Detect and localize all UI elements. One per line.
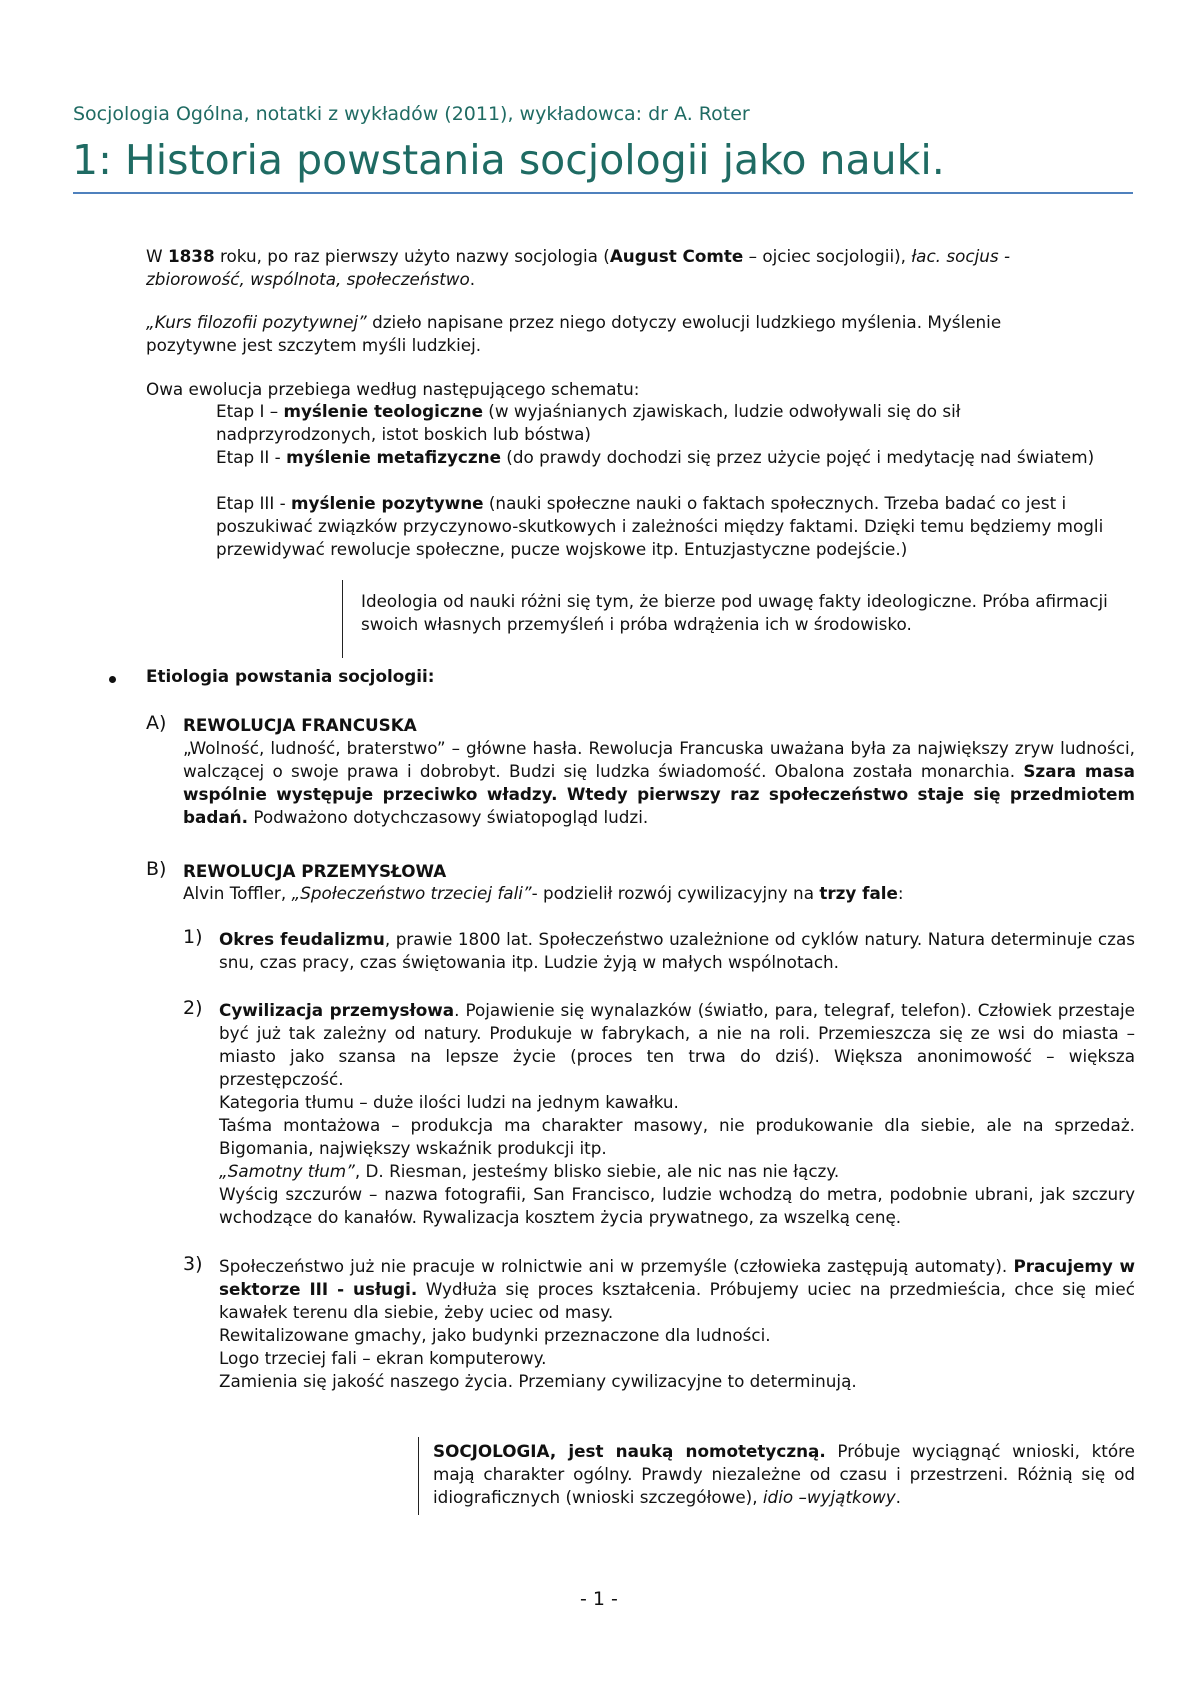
wave-marker-3: 3) [183,1253,203,1275]
wave-2-text: Cywilizacja przemysłowa. Pojawienie się wynalazków (światło, para, telegraf, telefon). Człowiek przestaje być już tak zależny od natury. Produkuje w fabrykach, a nie na roli. Przemieszcza się ze wsi do miasta – miasto jako szansa na lepsze życie (proces ten trwa do dziś). Większa anonimowość – większa przestępczość. Kategoria tłumu – duże ilości ludzi na jednym kawałku. Taśma montażowa – produkcja ma charakter masowy, nie produkowanie dla siebie, ale na sprzedaż. Bigomania, największy wskaźnik produkcji itp. „Samotny tłum”, D. Riesman, jesteśmy blisko siebie, ale nic nas nie łączy. Wyścig szczurów – nazwa fotografii, San Francisco, ludzie wchodzą do metra, podobnie ubrani, jak szczury wchodzące do kanałów. Rywalizacja kosztem życia prywatnego, za wszelką cenę. [219,1000,1136,1227]
section-b-text: Alvin Toffler, „Społeczeństwo trzeciej fali”- podzielił rozwój cywilizacyjny na trzy fale: [183,883,904,903]
wave-marker-2: 2) [183,997,203,1019]
page-number: - 1 - [580,1588,618,1610]
intro-paragraph-3: Owa ewolucja przebiega według następującego schematu: [146,379,640,399]
etiology-heading: Etiologia powstania socjologii: [146,666,435,686]
section-marker-a: A) [146,712,167,734]
sociology-note: SOCJOLOGIA, jest nauką nomotetyczną. Próbuje wyciągnąć wnioski, które mają charakter ogólny. Prawdy niezależne od czasu i przestrzeni. Różnią się od idiograficznych (wnioski szczegółowe), idio –wyjątkowy. [433,1441,1135,1507]
section-b-title: REWOLUCJA PRZEMYSŁOWA [183,861,447,881]
section-marker-b: B) [146,858,167,880]
stage-3: Etap III - myślenie pozytywne (nauki społeczne nauki o faktach społecznych. Trzeba badać co jest i poszukiwać związków przyczynowo-skutkowych i zależności między faktami. Dzięki temu będziemy mogli przewidywać rewolucje społeczne, pucze wojskowe itp. Entuzjastyczne podejście.) [216,493,1104,559]
title-divider [73,192,1133,194]
intro-paragraph-2: „Kurs filozofii pozytywnej” dzieło napisane przez niego dotyczy ewolucji ludzkiego myślenia. Myślenie pozytywne jest szczytem myśli ludzkiej. [146,312,1002,355]
wave-marker-1: 1) [183,926,203,948]
stage-2: Etap II - myślenie metafizyczne (do prawdy dochodzi się przez użycie pojęć i medytację nad światem) [216,447,1095,467]
document-subtitle: Socjologia Ogólna, notatki z wykładów (2011), wykładowca: dr A. Roter [73,103,750,125]
section-a-text: „Wolność, ludność, braterstwo” – główne hasła. Rewolucja Francuska uważana była za największy zryw ludności, walczącej o swoje prawa i dobrobyt. Budzi się ludzka świadomość. Obalona została monarchia. Szara masa wspólnie występuje przeciwko władzy. Wtedy pierwszy raz społeczeństwo staje się przedmiotem badań. Podważono dotychczasowy światopogląd ludzi. [183,738,1135,827]
sociology-note-border [418,1437,419,1515]
ideology-note-border [342,580,343,658]
section-a-title: REWOLUCJA FRANCUSKA [183,715,417,735]
wave-3-text: Społeczeństwo już nie pracuje w rolnictwie ani w przemyśle (człowieka zastępują automaty). Pracujemy w sektorze III - usługi. Wydłuża się proces kształcenia. Próbujemy uciec na przedmieścia, chce się mieć kawałek terenu dla siebie, żeby uciec od masy. Rewitalizowane gmachy, jako budynki przeznaczone dla ludności. Logo trzeciej fali – ekran komputerowy. Zamienia się jakość naszego życia. Przemiany cywilizacyjne to determinują. [219,1256,1135,1391]
wave-1-text: Okres feudalizmu, prawie 1800 lat. Społeczeństwo uzależnione od cyklów natury. Natura determinuje czas snu, czas pracy, czas świętowania itp. Ludzie żyją w małych wspólnotach. [219,929,1135,972]
page-title: 1: Historia powstania socjologii jako nauki. [72,136,945,184]
stage-1: Etap I – myślenie teologiczne (w wyjaśnianych zjawiskach, ludzie odwoływali się do sił nadprzyrodzonych, istot boskich lub bóstwa) [216,401,961,444]
ideology-note: Ideologia od nauki różni się tym, że bierze pod uwagę fakty ideologiczne. Próba afirmacji swoich własnych przemyśleń i próba wdrążenia ich w środowisko. [361,591,1108,634]
intro-paragraph-1: W 1838 roku, po raz pierwszy użyto nazwy socjologia (August Comte – ojciec socjologii), łac. socjus - zbiorowość, wspólnota, społeczeństwo. [146,246,1011,289]
bullet-icon [109,676,116,683]
